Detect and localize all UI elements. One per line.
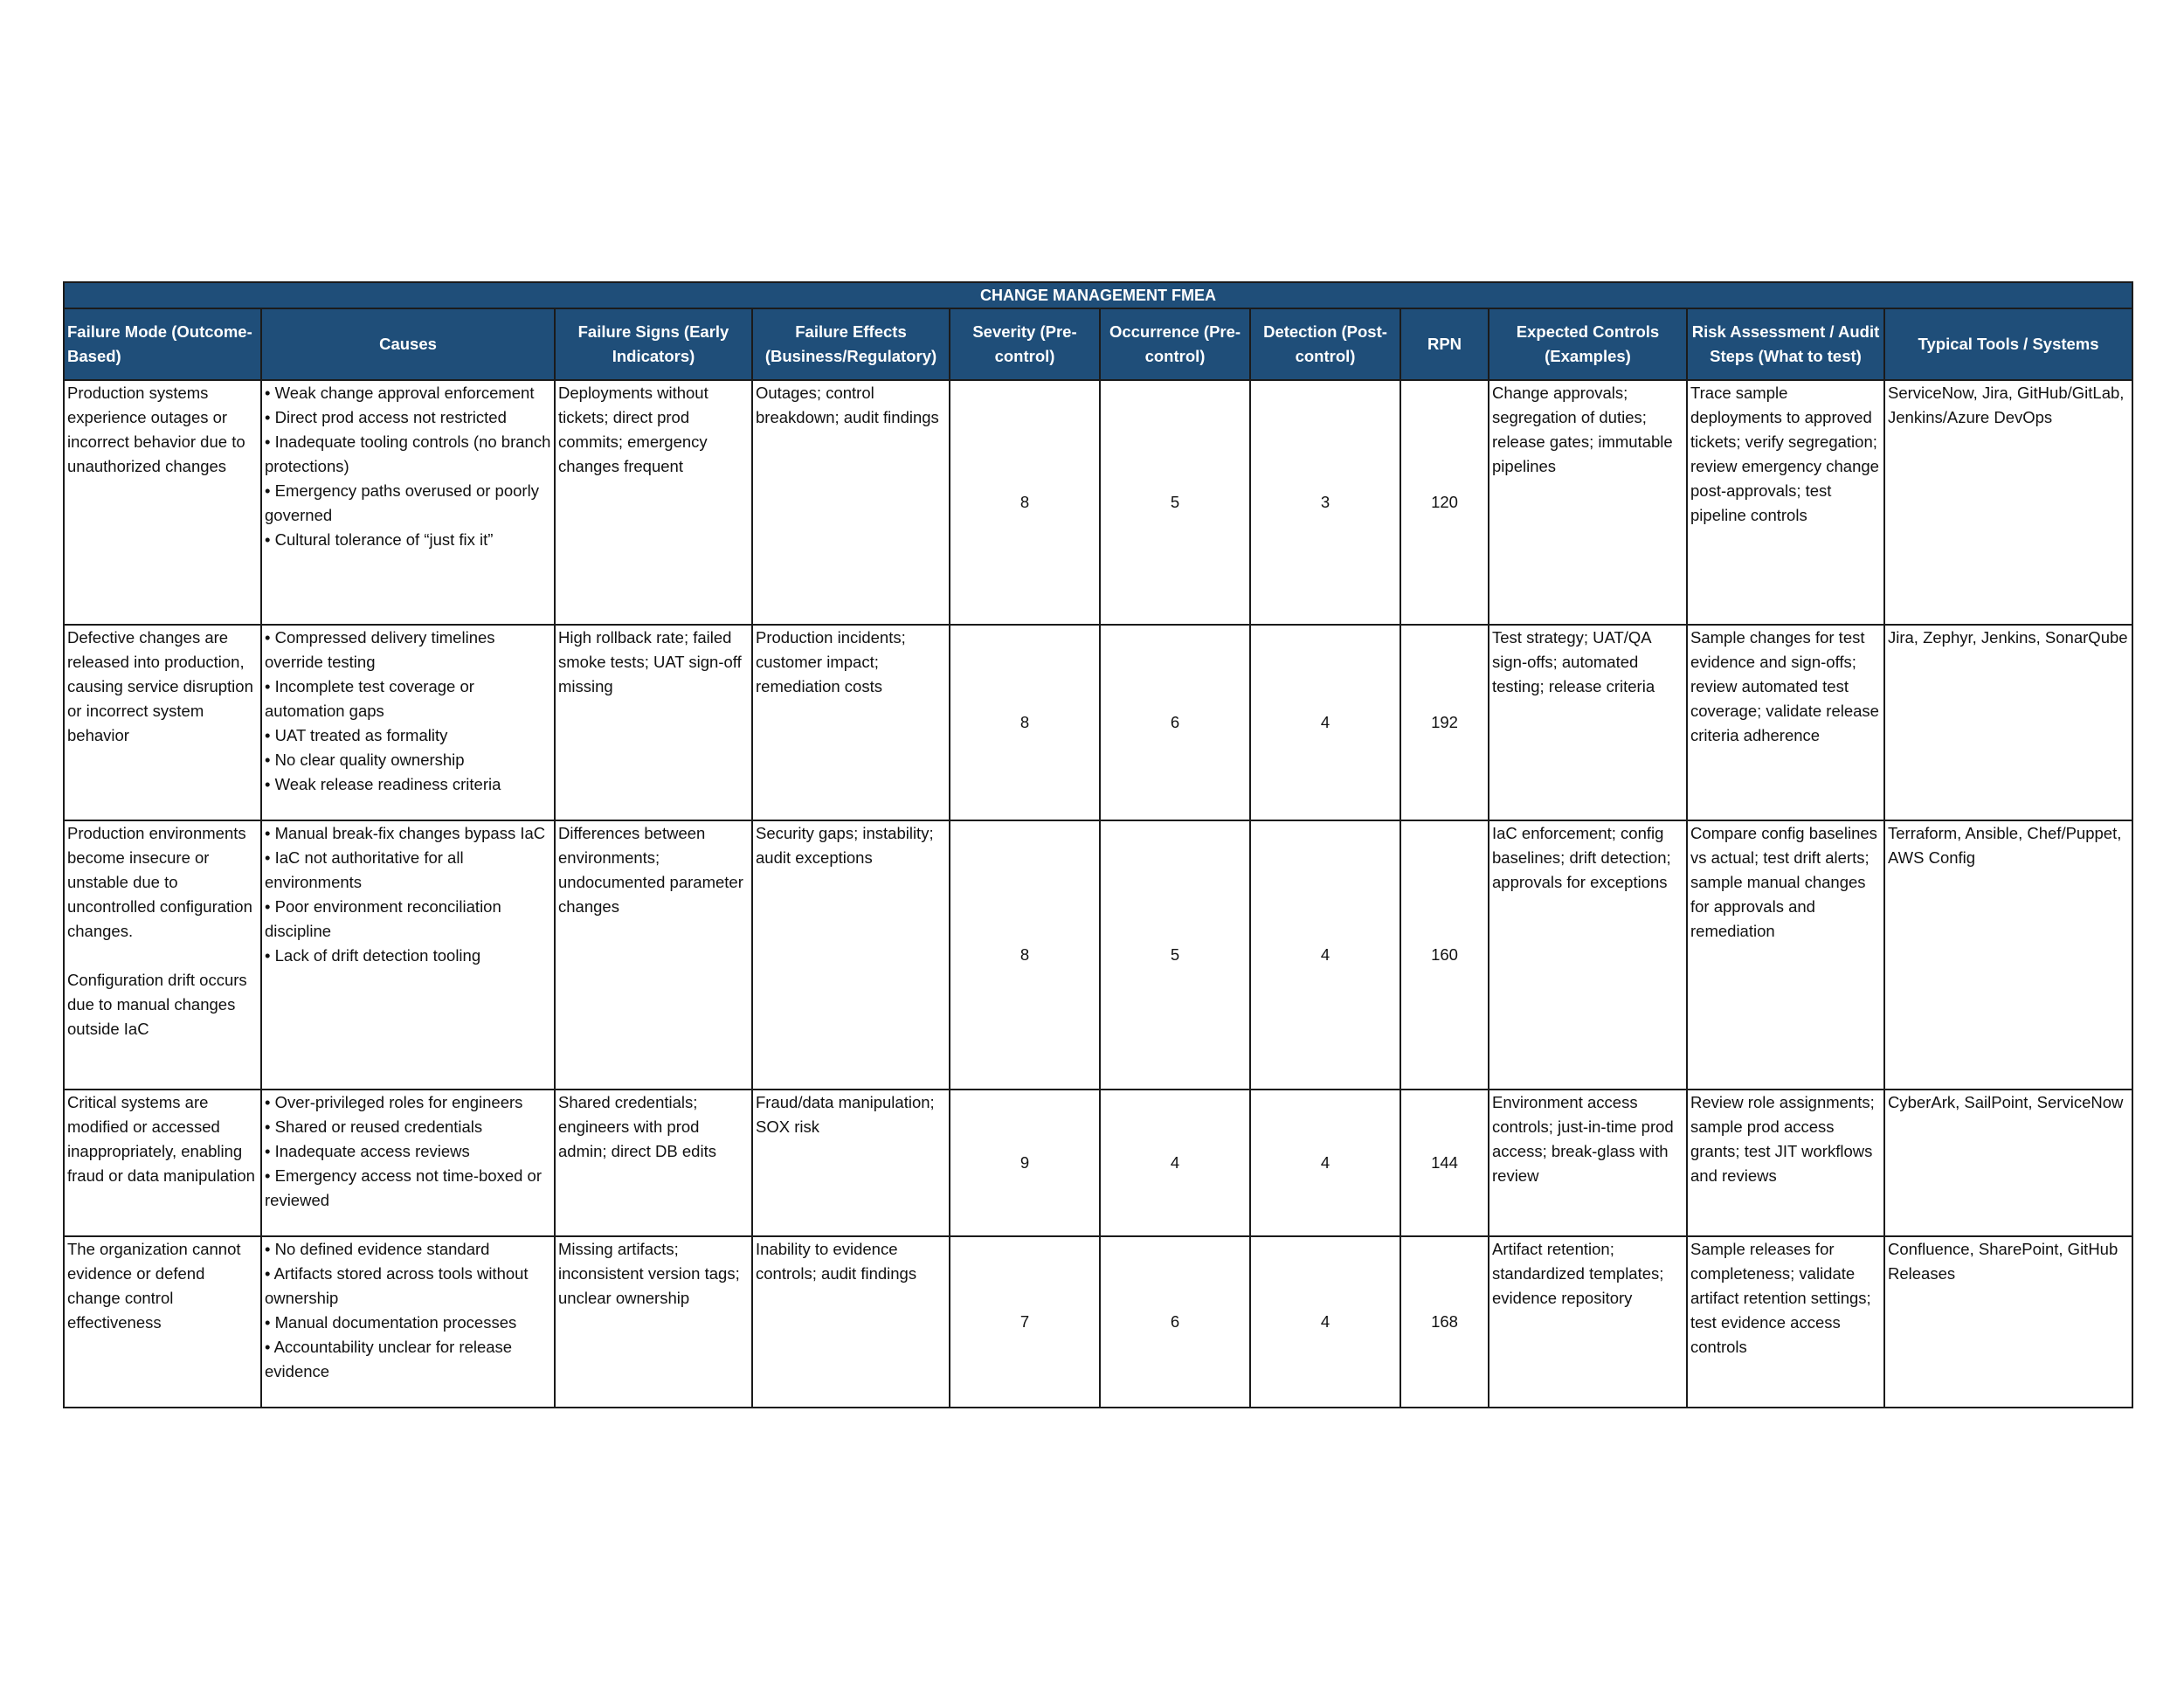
header-rpn: RPN bbox=[1400, 308, 1489, 380]
table-row bbox=[64, 820, 2132, 1090]
header-audit-steps: Risk Assessment / Audit Steps (What to test) bbox=[1687, 308, 1884, 380]
failure-mode-text: Critical systems are modified or accessed inappropriately, enabling fraud or data manipulation bbox=[67, 1093, 255, 1185]
failure-mode-text: Defective changes are released into production, causing service disruption or incorrect system behavior bbox=[67, 628, 253, 744]
audit-steps-cell: Sample releases for completeness; validate artifact retention settings; test evidence access controls bbox=[1687, 1236, 1884, 1408]
audit-steps-cell: Compare config baselines vs actual; test drift alerts; sample manual changes for approvals and remediation bbox=[1687, 820, 1884, 1090]
severity-value: 8 bbox=[950, 625, 1100, 820]
failure-signs-cell: Shared credentials; engineers with prod admin; direct DB edits bbox=[555, 1090, 752, 1236]
audit-steps-cell: Sample changes for test evidence and sign-offs; review automated test coverage; validate release criteria adherence bbox=[1687, 625, 1884, 820]
failure-effects-cell: Fraud/data manipulation; SOX risk bbox=[752, 1090, 950, 1236]
audit-steps-cell: Trace sample deployments to approved tickets; verify segregation; review emergency change post-approvals; test pipeline controls bbox=[1687, 380, 1884, 625]
cause-item: • Incomplete test coverage or automation gaps bbox=[265, 677, 474, 720]
occurrence-value: 5 bbox=[1100, 820, 1250, 1090]
header-tools: Typical Tools / Systems bbox=[1884, 308, 2132, 380]
causes-cell bbox=[261, 625, 555, 820]
expected-controls-cell: Change approvals; segregation of duties; release gates; immutable pipelines bbox=[1489, 380, 1687, 625]
failure-signs-cell: Missing artifacts; inconsistent version tags; unclear ownership bbox=[555, 1236, 752, 1408]
rpn-value: 168 bbox=[1400, 1236, 1489, 1408]
rpn-value: 160 bbox=[1400, 820, 1489, 1090]
expected-controls-cell: Artifact retention; standardized templates; evidence repository bbox=[1489, 1236, 1687, 1408]
header-detection: Detection (Post-control) bbox=[1250, 308, 1400, 380]
failure-mode-text: The organization cannot evidence or defend change control effectiveness bbox=[67, 1240, 241, 1332]
failure-mode-text: Production systems experience outages or incorrect behavior due to unauthorized changes bbox=[67, 384, 245, 475]
table-row bbox=[64, 625, 2132, 820]
table-row bbox=[64, 380, 2132, 625]
expected-controls-cell: Environment access controls; just-in-time prod access; break-glass with review bbox=[1489, 1090, 1687, 1236]
failure-effects-cell: Inability to evidence controls; audit findings bbox=[752, 1236, 950, 1408]
audit-steps-cell: Review role assignments; sample prod access grants; test JIT workflows and reviews bbox=[1687, 1090, 1884, 1236]
header-failure-signs: Failure Signs (Early Indicators) bbox=[555, 308, 752, 380]
cause-item: • Shared or reused credentials bbox=[265, 1117, 483, 1136]
failure-signs-cell: Deployments without tickets; direct prod commits; emergency changes frequent bbox=[555, 380, 752, 625]
tools-cell: Confluence, SharePoint, GitHub Releases bbox=[1884, 1236, 2132, 1408]
header-expected-controls: Expected Controls (Examples) bbox=[1489, 308, 1687, 380]
cause-item: • Accountability unclear for release evidence bbox=[265, 1338, 513, 1380]
expected-controls-cell: Test strategy; UAT/QA sign-offs; automated testing; release criteria bbox=[1489, 625, 1687, 820]
cause-item: • Artifacts stored across tools without ownership bbox=[265, 1264, 529, 1307]
cause-item: • No clear quality ownership bbox=[265, 751, 465, 769]
failure-mode-cell bbox=[64, 1236, 261, 1408]
failure-mode-extra-text: Configuration drift occurs due to manual changes outside IaC bbox=[67, 971, 247, 1038]
header-occurrence: Occurrence (Pre-control) bbox=[1100, 308, 1250, 380]
table-title: CHANGE MANAGEMENT FMEA bbox=[64, 282, 2132, 308]
tools-cell: CyberArk, SailPoint, ServiceNow bbox=[1884, 1090, 2132, 1236]
causes-cell bbox=[261, 1236, 555, 1408]
table-row bbox=[64, 1236, 2132, 1408]
cause-item: • Over-privileged roles for engineers bbox=[265, 1093, 523, 1111]
severity-value: 9 bbox=[950, 1090, 1100, 1236]
detection-value: 4 bbox=[1250, 1236, 1400, 1408]
cause-item: • Lack of drift detection tooling bbox=[265, 946, 481, 965]
rpn-value: 144 bbox=[1400, 1090, 1489, 1236]
failure-effects-cell: Outages; control breakdown; audit findings bbox=[752, 380, 950, 625]
header-severity: Severity (Pre-control) bbox=[950, 308, 1100, 380]
header-causes: Causes bbox=[261, 308, 555, 380]
occurrence-value: 6 bbox=[1100, 1236, 1250, 1408]
severity-value: 8 bbox=[950, 820, 1100, 1090]
cause-item: • Weak release readiness criteria bbox=[265, 775, 501, 793]
detection-value: 4 bbox=[1250, 1090, 1400, 1236]
cause-item: • Direct prod access not restricted bbox=[265, 408, 507, 426]
causes-cell bbox=[261, 1090, 555, 1236]
failure-mode-cell bbox=[64, 820, 261, 1090]
tools-cell: Jira, Zephyr, Jenkins, SonarQube bbox=[1884, 625, 2132, 820]
cause-item: • Manual break-fix changes bypass IaC bbox=[265, 824, 546, 842]
cause-item: • Emergency paths overused or poorly governed bbox=[265, 481, 539, 524]
tools-cell: ServiceNow, Jira, GitHub/GitLab, Jenkins/Azure DevOps bbox=[1884, 380, 2132, 625]
header-failure-mode: Failure Mode (Outcome-Based) bbox=[64, 308, 261, 380]
occurrence-value: 5 bbox=[1100, 380, 1250, 625]
failure-mode-cell bbox=[64, 625, 261, 820]
severity-value: 7 bbox=[950, 1236, 1100, 1408]
detection-value: 3 bbox=[1250, 380, 1400, 625]
failure-signs-cell: Differences between environments; undocumented parameter changes bbox=[555, 820, 752, 1090]
cause-item: • Cultural tolerance of “just fix it” bbox=[265, 530, 494, 549]
cause-item: • Poor environment reconciliation discipline bbox=[265, 897, 501, 940]
fmea-table bbox=[63, 281, 2133, 1408]
cause-item: • UAT treated as formality bbox=[265, 726, 448, 744]
causes-cell bbox=[261, 820, 555, 1090]
failure-mode-text: Production environments become insecure or unstable due to uncontrolled configuration changes. bbox=[67, 824, 252, 940]
rpn-value: 120 bbox=[1400, 380, 1489, 625]
causes-cell bbox=[261, 380, 555, 625]
occurrence-value: 6 bbox=[1100, 625, 1250, 820]
severity-value: 8 bbox=[950, 380, 1100, 625]
cause-item: • Inadequate access reviews bbox=[265, 1142, 470, 1160]
cause-item: • Emergency access not time-boxed or reviewed bbox=[265, 1166, 543, 1209]
failure-mode-cell bbox=[64, 380, 261, 625]
cause-item: • Manual documentation processes bbox=[265, 1313, 517, 1332]
cause-item: • Weak change approval enforcement bbox=[265, 384, 535, 402]
occurrence-value: 4 bbox=[1100, 1090, 1250, 1236]
failure-effects-cell: Security gaps; instability; audit exceptions bbox=[752, 820, 950, 1090]
rpn-value: 192 bbox=[1400, 625, 1489, 820]
detection-value: 4 bbox=[1250, 820, 1400, 1090]
failure-signs-cell: High rollback rate; failed smoke tests; UAT sign-off missing bbox=[555, 625, 752, 820]
title-row bbox=[64, 282, 2132, 308]
tools-cell: Terraform, Ansible, Chef/Puppet, AWS Config bbox=[1884, 820, 2132, 1090]
cause-item: • Compressed delivery timelines override testing bbox=[265, 628, 495, 671]
cause-item: • No defined evidence standard bbox=[265, 1240, 490, 1258]
cause-item: • Inadequate tooling controls (no branch protections) bbox=[265, 432, 551, 475]
failure-mode-cell bbox=[64, 1090, 261, 1236]
failure-effects-cell: Production incidents; customer impact; remediation costs bbox=[752, 625, 950, 820]
cause-item: • IaC not authoritative for all environments bbox=[265, 848, 464, 891]
header-failure-effects: Failure Effects (Business/Regulatory) bbox=[752, 308, 950, 380]
expected-controls-cell: IaC enforcement; config baselines; drift detection; approvals for exceptions bbox=[1489, 820, 1687, 1090]
detection-value: 4 bbox=[1250, 625, 1400, 820]
table-row bbox=[64, 1090, 2132, 1236]
header-row bbox=[64, 308, 2132, 380]
